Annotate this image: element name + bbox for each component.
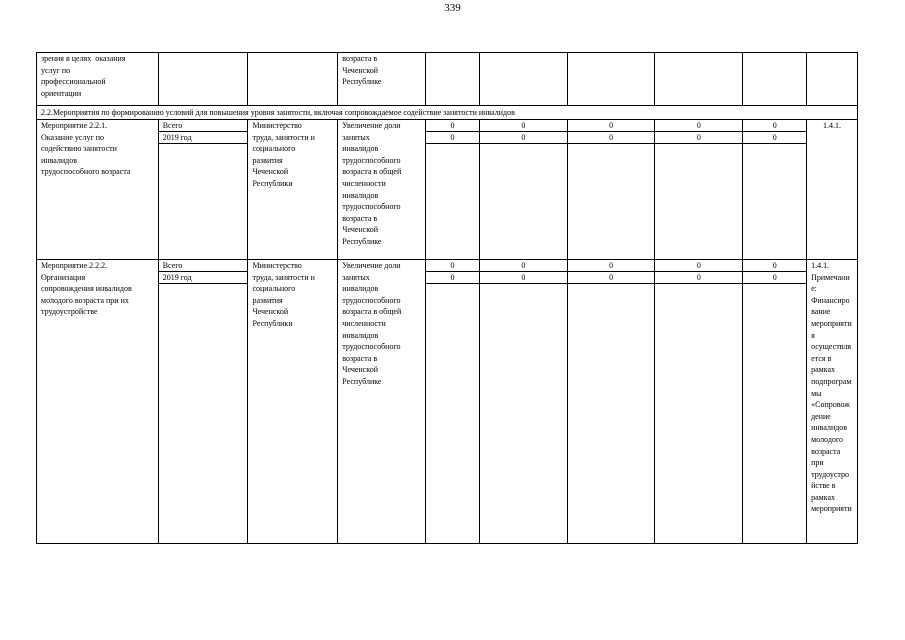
value-cell	[480, 120, 568, 259]
value-total: 0	[426, 120, 479, 132]
measure-name-cell	[37, 53, 159, 105]
reference-cell	[807, 260, 857, 543]
measure-name: зрения в целях оказания услуг по профессиональной ориентации	[41, 54, 126, 98]
value-year: 0	[743, 132, 806, 144]
value-total: 0	[480, 120, 567, 132]
period-total: Всего	[159, 120, 248, 132]
value-cell	[426, 53, 480, 105]
period-cell	[159, 53, 249, 105]
period-year: 2019 год	[159, 132, 248, 144]
value-cell	[426, 120, 480, 259]
value-cell	[743, 53, 807, 105]
value-cell	[480, 260, 568, 543]
value-total: 0	[655, 120, 742, 132]
indicator-cell	[338, 120, 426, 259]
measure-name-cell	[37, 120, 159, 259]
executor-cell	[248, 260, 338, 543]
value-cell	[743, 260, 807, 543]
value-total: 0	[568, 120, 655, 132]
indicator-cell	[338, 260, 426, 543]
indicator-text: Увеличение доли занятых инвалидов трудоспособного возраста в общей численности инвалидов трудоспособного возраста в Чеченской Республике	[342, 261, 402, 386]
value-cell	[568, 53, 656, 105]
value-cell	[655, 260, 743, 543]
value-year: 0	[426, 132, 479, 144]
page-number: 339	[444, 2, 461, 14]
value-total: 0	[743, 120, 806, 132]
value-year: 0	[426, 272, 479, 284]
value-total: 0	[568, 260, 655, 272]
section-header-row	[37, 106, 857, 120]
period-cell	[159, 260, 249, 543]
period-year: 2019 год	[159, 272, 248, 284]
executor-cell	[248, 120, 338, 259]
section-header: 2.2.Мероприятия по формированию условий для повышения уровня занятости, включая сопровождаемое содействие занятости инвалидов	[41, 108, 515, 117]
value-cell	[568, 260, 656, 543]
executor-text: Министерство труда, занятости и социального развития Чеченской Республики	[252, 121, 315, 188]
value-year: 0	[655, 272, 742, 284]
indicator-text: возраста в Чеченской Республике	[342, 54, 382, 87]
value-year: 0	[480, 132, 567, 144]
value-cell	[568, 120, 656, 259]
value-cell	[655, 120, 743, 259]
period-cell	[159, 120, 249, 259]
reference-cell	[807, 53, 857, 105]
value-cell	[743, 120, 807, 259]
value-total: 0	[743, 260, 806, 272]
executor-text: Министерство труда, занятости и социального развития Чеченской Республики	[252, 261, 315, 328]
program-table	[36, 52, 858, 544]
table-row	[37, 120, 857, 260]
measure-name-cell	[37, 260, 159, 543]
executor-cell	[248, 53, 338, 105]
value-year: 0	[480, 272, 567, 284]
value-total: 0	[655, 260, 742, 272]
value-cell	[480, 53, 568, 105]
value-total: 0	[480, 260, 567, 272]
indicator-text: Увеличение доли занятых инвалидов трудоспособного возраста в общей численности инвалидов трудоспособного возраста в Чеченской Республике	[342, 121, 402, 246]
value-cell	[426, 260, 480, 543]
reference-text: 1.4.1. Примечани е: Финансиро вание мероприяти я осуществля ется в рамках подпрограм мы «Сопровож дение инвалидов молодого возраста при трудоустро йстве в рамках мероприяти	[811, 261, 852, 514]
value-year: 0	[568, 132, 655, 144]
reference-text: 1.4.1.	[823, 121, 842, 130]
table-row	[37, 53, 857, 106]
period-total: Всего	[159, 260, 248, 272]
indicator-cell	[338, 53, 426, 105]
measure-name: Мероприятие 2.2.2. Организация сопровождения инвалидов молодого возраста при их трудоустройстве	[41, 261, 132, 317]
value-year: 0	[743, 272, 806, 284]
value-year: 0	[568, 272, 655, 284]
value-total: 0	[426, 260, 479, 272]
value-year: 0	[655, 132, 742, 144]
table-row	[37, 260, 857, 543]
reference-cell	[807, 120, 857, 259]
value-cell	[655, 53, 743, 105]
measure-name: Мероприятие 2.2.1. Оказание услуг по содействию занятости инвалидов трудоспособного возраста	[41, 121, 131, 177]
